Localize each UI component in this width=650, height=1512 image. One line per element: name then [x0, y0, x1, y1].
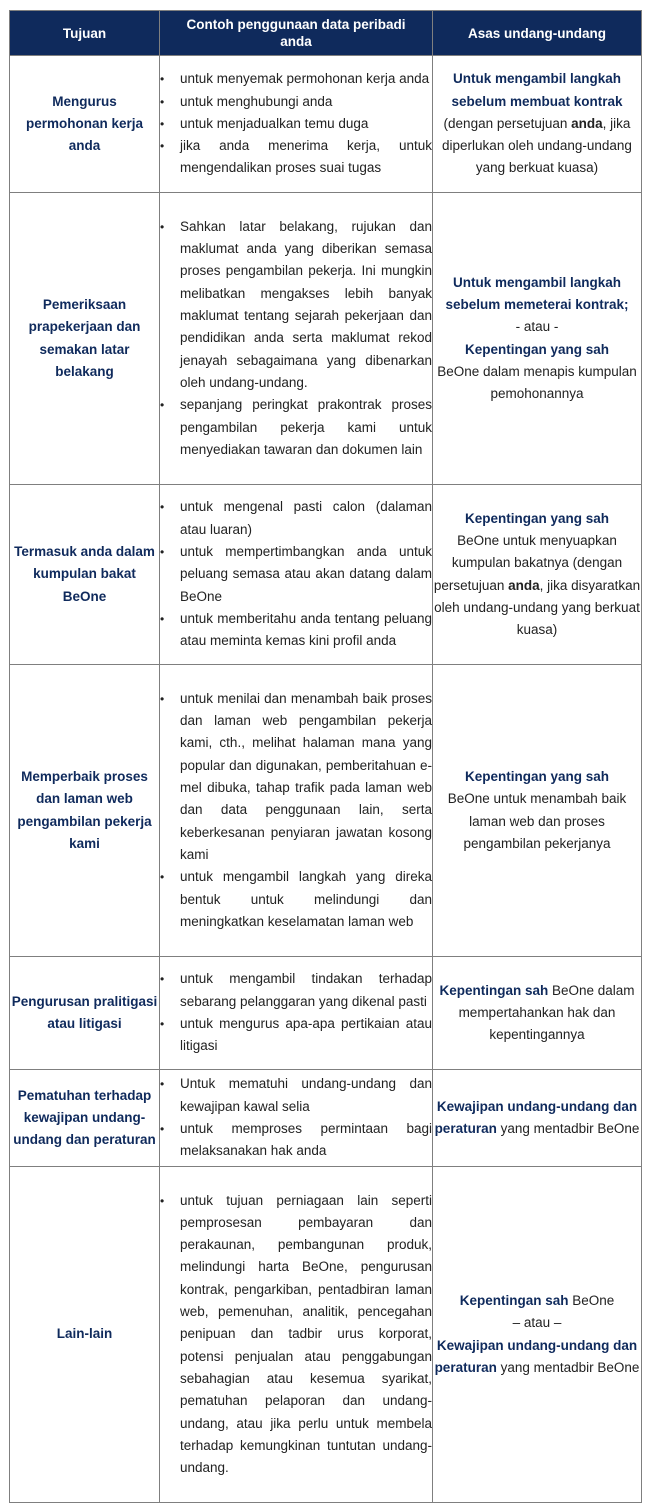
header-purpose: Tujuan	[10, 11, 160, 56]
bullet-icon: •	[160, 1077, 165, 1092]
legal-basis-cell: Untuk mengambil langkah sebelum membuat kontrak (dengan persetujuan anda, jika diperlukan oleh undang-undang yang berkuat kuasa)	[433, 56, 642, 193]
examples-list	[160, 1190, 432, 1480]
bullet-icon: •	[160, 691, 165, 706]
list-item: • Sahkan latar belakang, rujukan dan maklumat anda yang diberikan semasa proses pengambilan pekerja. Ini mungkin melibatkan mengakses lebih banyak maklumat tentang sejarah pekerjaan dan pendidikan anda serta maklumat rekod jenayah sebagaimana yang dibenarkan oleh undang-undang.	[160, 216, 432, 394]
list-item: • untuk mempertimbangkan anda untuk peluang semasa atau akan datang dalam BeOne	[160, 541, 432, 608]
bullet-icon: •	[160, 500, 165, 515]
table-row	[10, 1070, 642, 1167]
bullet-icon: •	[160, 1017, 165, 1031]
table-row	[10, 193, 642, 485]
examples-cell	[160, 56, 433, 193]
legal-basis-cell: Kepentingan yang sah BeOne untuk menyuapkan kumpulan bakatnya (dengan persetujuan anda, jika disyaratkan oleh undang-undang yang berkuat kuasa)	[433, 485, 642, 665]
list-item: • untuk mengenal pasti calon (dalaman atau luaran)	[160, 496, 432, 541]
purpose-cell: Mengurus permohonan kerja anda	[10, 56, 160, 193]
bullet-icon: •	[160, 139, 165, 154]
legal-basis-cell: Kepentingan yang sah BeOne untuk menambah baik laman web dan proses pengambilan pekerjanya	[433, 665, 642, 957]
list-item: • untuk menjadualkan temu duga	[160, 113, 432, 135]
list-item: • untuk memproses permintaan bagi melaksanakan hak anda	[160, 1118, 432, 1163]
examples-cell	[160, 1070, 433, 1167]
bullet-icon: •	[160, 94, 165, 109]
table-row	[10, 665, 642, 957]
examples-list	[160, 216, 432, 461]
purpose-cell: Lain-lain	[10, 1167, 160, 1503]
legal-basis-cell: Kepentingan sah BeOne – atau – Kewajipan undang-undang dan peraturan yang mentadbir BeOne	[433, 1167, 642, 1503]
table-row	[10, 957, 642, 1070]
bullet-icon: •	[160, 1122, 165, 1136]
bullet-icon: •	[160, 116, 165, 131]
list-item: • untuk tujuan perniagaan lain seperti pemprosesan pembayaran dan perakaunan, pembangunan produk, melindungi harta BeOne, pengurusan kontrak, pengarkiban, pentadbiran laman web, pemenuhan, analitik, pencegahan penipuan dan tadbir urus korporat, potensi penjualan atau penggabungan sebahagian atau kesemua syarikat, pematuhan pelaporan dan undang-undang, atau jika perlu untuk membela terhadap kemungkinan tuntutan undang-undang.	[160, 1190, 432, 1480]
list-item: • untuk memberitahu anda tentang peluang atau meminta kemas kini profil anda	[160, 608, 432, 653]
examples-cell	[160, 193, 433, 485]
purpose-cell: Memperbaik proses dan laman web pengambilan pekerja kami	[10, 665, 160, 957]
bullet-icon: •	[160, 611, 165, 626]
examples-cell	[160, 957, 433, 1070]
examples-cell	[160, 665, 433, 957]
examples-list	[160, 968, 432, 1057]
bullet-icon: •	[160, 398, 165, 413]
bullet-icon: •	[160, 1193, 165, 1208]
list-item: • untuk menghubungi anda	[160, 91, 432, 113]
legal-basis-cell: Kepentingan sah BeOne dalam mempertahankan hak dan kepentingannya	[433, 957, 642, 1070]
bullet-icon: •	[160, 545, 165, 560]
legal-basis-table	[9, 10, 642, 1503]
bullet-icon: •	[160, 870, 165, 885]
legal-basis-cell: Kewajipan undang-undang dan peraturan yang mentadbir BeOne	[433, 1070, 642, 1167]
list-item: • untuk menilai dan menambah baik proses dan laman web pengambilan pekerja kami, cth., melihat halaman mana yang popular dan digunakan, pemberitahuan e-mel dibuka, tahap trafik pada laman web dan data penggunaan lain, serta keberkesanan penyiaran jawatan kosong kami	[160, 688, 432, 866]
purpose-cell: Pengurusan pralitigasi atau litigasi	[10, 957, 160, 1070]
legal-basis-cell: Untuk mengambil langkah sebelum memeterai kontrak; - atau - Kepentingan yang sah BeOne dalam menapis kumpulan pemohonannya	[433, 193, 642, 485]
list-item: • jika anda menerima kerja, untuk mengendalikan proses suai tugas	[160, 135, 432, 180]
list-item: • sepanjang peringkat prakontrak proses pengambilan pekerja kami untuk menyediakan tawaran dan dokumen lain	[160, 394, 432, 461]
examples-cell	[160, 485, 433, 665]
table-row	[10, 1167, 642, 1503]
purpose-cell: Termasuk anda dalam kumpulan bakat BeOne	[10, 485, 160, 665]
examples-list	[160, 688, 432, 933]
table-row	[10, 485, 642, 665]
list-item: • untuk mengambil tindakan terhadap sebarang pelanggaran yang dikenal pasti	[160, 968, 432, 1013]
list-item: • Untuk mematuhi undang-undang dan kewajipan kawal selia	[160, 1073, 432, 1118]
purpose-cell: Pemeriksaan prapekerjaan dan semakan latar belakang	[10, 193, 160, 485]
list-item: • untuk mengurus apa-apa pertikaian atau litigasi	[160, 1013, 432, 1058]
bullet-icon: •	[160, 219, 165, 234]
examples-list	[160, 1073, 432, 1162]
examples-list	[160, 68, 432, 179]
purpose-cell: Pematuhan terhadap kewajipan undang-undang dan peraturan	[10, 1070, 160, 1167]
list-item: • untuk mengambil langkah yang direka bentuk untuk melindungi dan meningkatkan keselamatan laman web	[160, 866, 432, 933]
table-header-row	[10, 11, 642, 56]
header-examples: Contoh penggunaan data peribadi anda	[160, 11, 433, 56]
header-legal-basis: Asas undang-undang	[433, 11, 642, 56]
table-row	[10, 56, 642, 193]
bullet-icon: •	[160, 972, 165, 987]
list-item: • untuk menyemak permohonan kerja anda	[160, 68, 432, 90]
examples-list	[160, 496, 432, 652]
bullet-icon: •	[160, 72, 165, 87]
examples-cell	[160, 1167, 433, 1503]
